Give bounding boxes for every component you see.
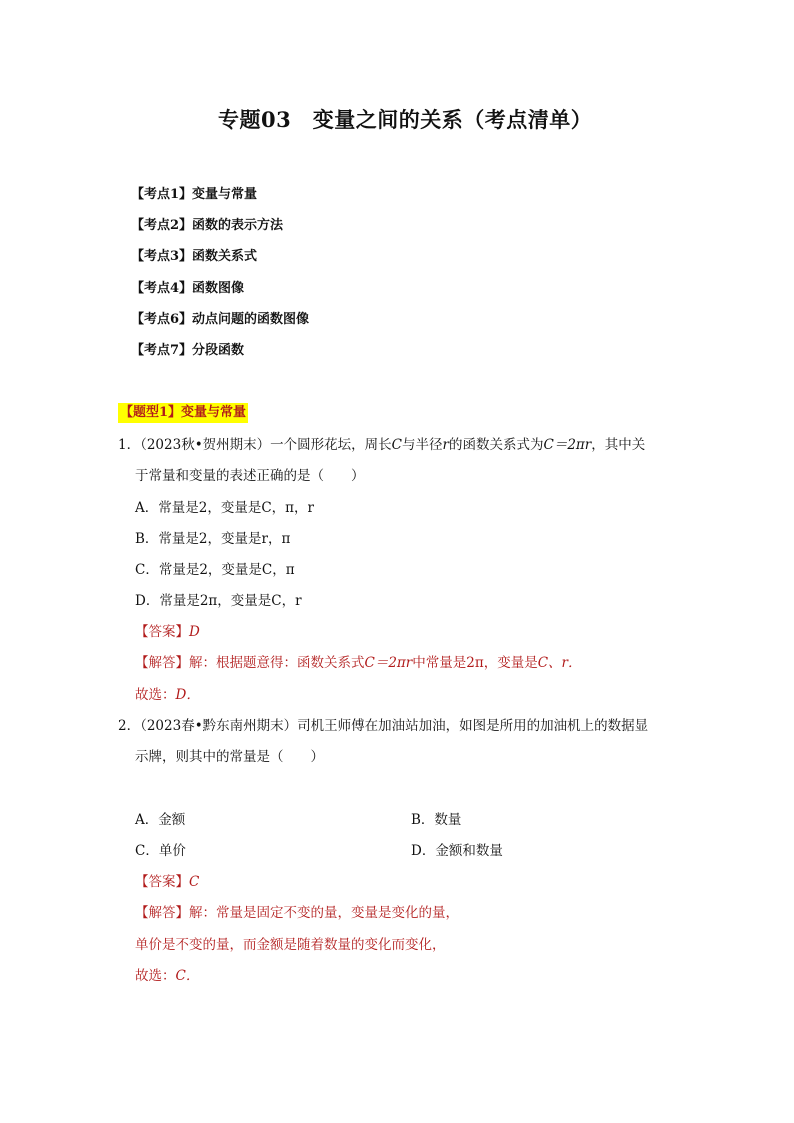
answer-tag: 【答案】 xyxy=(135,874,189,890)
kaodian-item: 【考点2】函数的表示方法 xyxy=(131,218,284,234)
option-b: B．数量 xyxy=(411,812,462,828)
solution: 【解答】解：常量是固定不变的量，变量是变化的量， xyxy=(135,905,459,921)
option-b: B．常量是2，变量是r，π xyxy=(135,531,291,547)
solution-line2: 单价是不变的量，而金额是随着数量的变化而变化， xyxy=(135,937,446,953)
option-c: C．常量是2，变量是C，π xyxy=(135,562,295,578)
section-badge: 【题型1】变量与常量 xyxy=(118,403,248,423)
kaodian-item: 【考点1】变量与常量 xyxy=(131,187,258,202)
kaodian-item: 【考点7】分段函数 xyxy=(131,342,245,358)
option-a: A．常量是2，变量是C，π，r xyxy=(135,500,314,516)
answer-value: D xyxy=(189,624,200,640)
answer xyxy=(135,622,200,642)
question-1-stem-line2: 于常量和变量的表述正确的是（ ） xyxy=(135,468,365,484)
answer-tag: 【答案】 xyxy=(135,624,189,640)
answer xyxy=(135,872,199,892)
question-number: 1． xyxy=(118,437,141,453)
conclusion: 故选：C． xyxy=(135,968,200,984)
answer-value: C xyxy=(189,874,200,890)
conclusion: 故选：D． xyxy=(135,687,200,703)
formula: C＝2πr xyxy=(543,437,592,453)
kaodian-list xyxy=(131,186,309,373)
question-source: （2023春•黔东南州期末） xyxy=(140,718,298,734)
question-2-stem-line2: 示牌，则其中的常量是（ ） xyxy=(135,749,324,765)
option-d: D．常量是2π，变量是C，r xyxy=(135,593,302,609)
solution-tag: 【解答】 xyxy=(135,655,189,671)
question-2-stem: 2．（2023春•黔东南州期末）司机王师傅在加油站加油，如图是所用的加油机上的数据显 xyxy=(118,718,649,734)
solution-tag: 【解答】 xyxy=(135,905,189,921)
kaodian-item: 【考点4】函数图像 xyxy=(131,280,245,296)
question-number: 2． xyxy=(118,718,141,734)
kaodian-item: 【考点6】动点问题的函数图像 xyxy=(131,311,310,327)
question-source: （2023秋•贺州期末） xyxy=(140,437,271,453)
question-1-stem: 1．（2023秋•贺州期末）一个圆形花坛，周长C与半径r的函数关系式为C＝2πr，其中关 xyxy=(118,437,646,453)
option-d: D．金额和数量 xyxy=(411,843,503,859)
option-c: C．单价 xyxy=(135,843,186,859)
kaodian-item: 【考点3】函数关系式 xyxy=(131,249,258,265)
solution: 【解答】解：根据题意得：函数关系式C＝2πr中常量是2π，变量是C、r． xyxy=(135,655,582,671)
page-title: 专题03 变量之间的关系（考点清单） xyxy=(218,107,593,132)
option-a: A．金额 xyxy=(135,812,186,828)
